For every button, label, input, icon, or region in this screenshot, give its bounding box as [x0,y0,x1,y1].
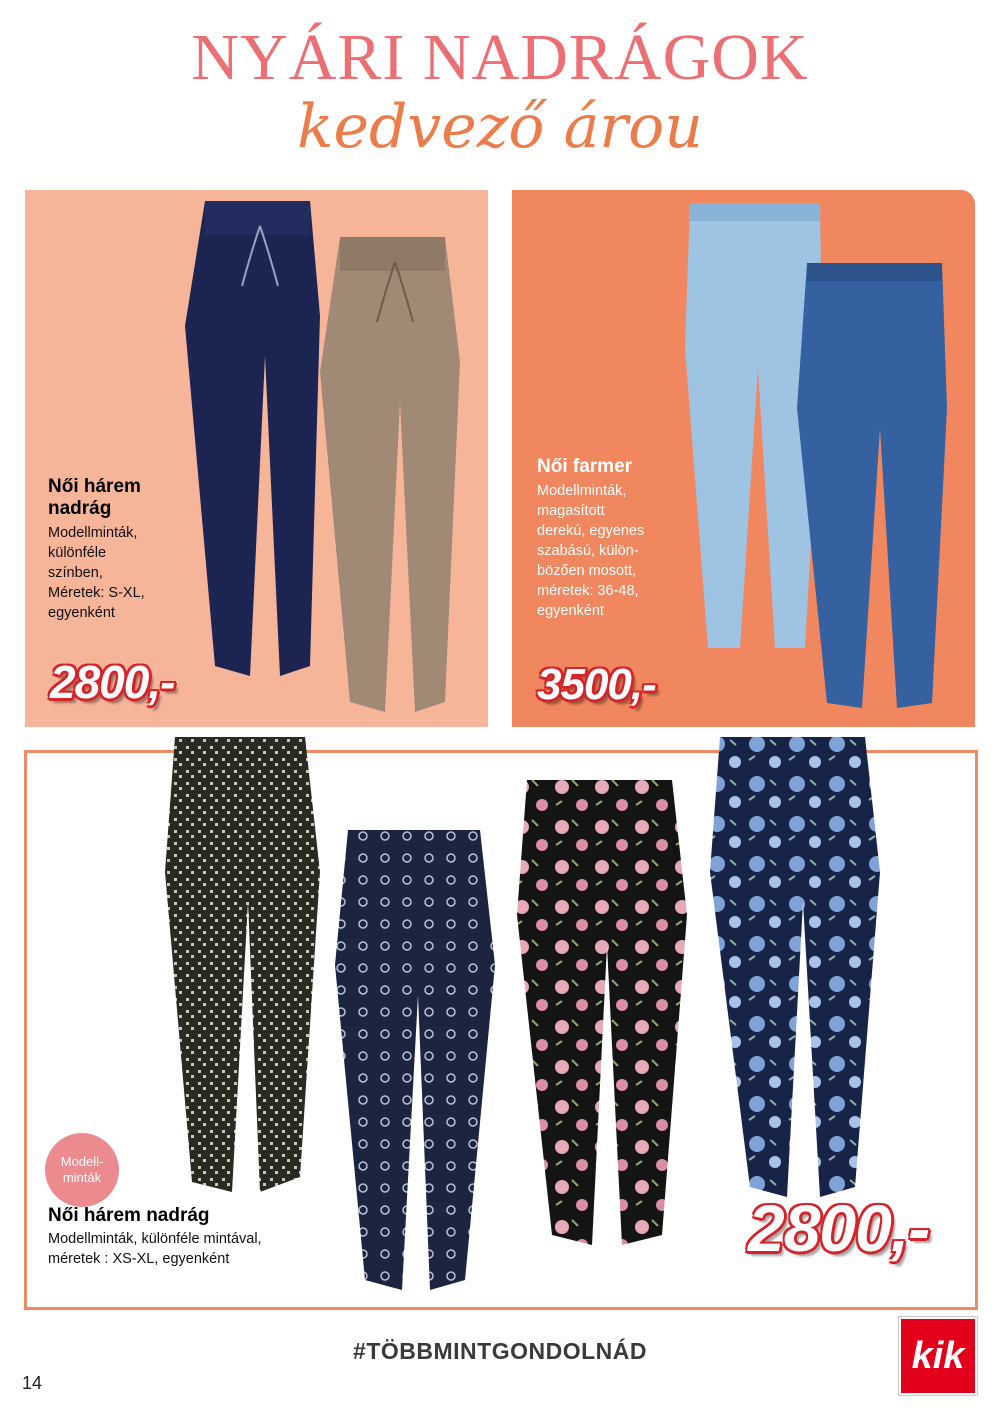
price-harem: 2800,- [50,656,175,708]
blue-floral-pants-image [705,732,885,1212]
page-title: NYÁRI NADRÁGOK [191,21,809,94]
model-patterns-badge: Modell- minták [45,1133,119,1207]
page-subtitle: kedvező árou [297,92,703,162]
product-description-patterned-harem: Modellminták, különféle mintával, méretek : XS-XL, egyenként [48,1231,262,1267]
geometric-print-pants-image [160,732,330,1202]
hashtag-text: #TÖBBMINTGONDOLNÁD [353,1338,647,1364]
product-description-jeans: Modellminták, magasított derekú, egyenes szabású, külön- bözően mosott, méretek: 36-48, egyenként [537,483,645,619]
price-patterned-harem: 2800,- [748,1191,930,1265]
price-jeans: 3500,- [537,660,656,709]
dot-print-pants-image [330,825,500,1295]
product-name-patterned-harem: Női hárem nadrág [48,1205,210,1226]
kik-logo: kik [899,1317,977,1395]
product-name-jeans: Női farmer [537,456,633,477]
dark-jeans-image [792,258,952,718]
pink-floral-pants-image [512,775,692,1255]
khaki-harem-pants-image [310,232,470,722]
page-number: 14 [22,1373,43,1393]
product-description-harem: Modellminták, különféle színben, Méretek: S-XL, egyenként [48,525,145,621]
product-name-harem: Női hárem nadrág [48,476,141,519]
